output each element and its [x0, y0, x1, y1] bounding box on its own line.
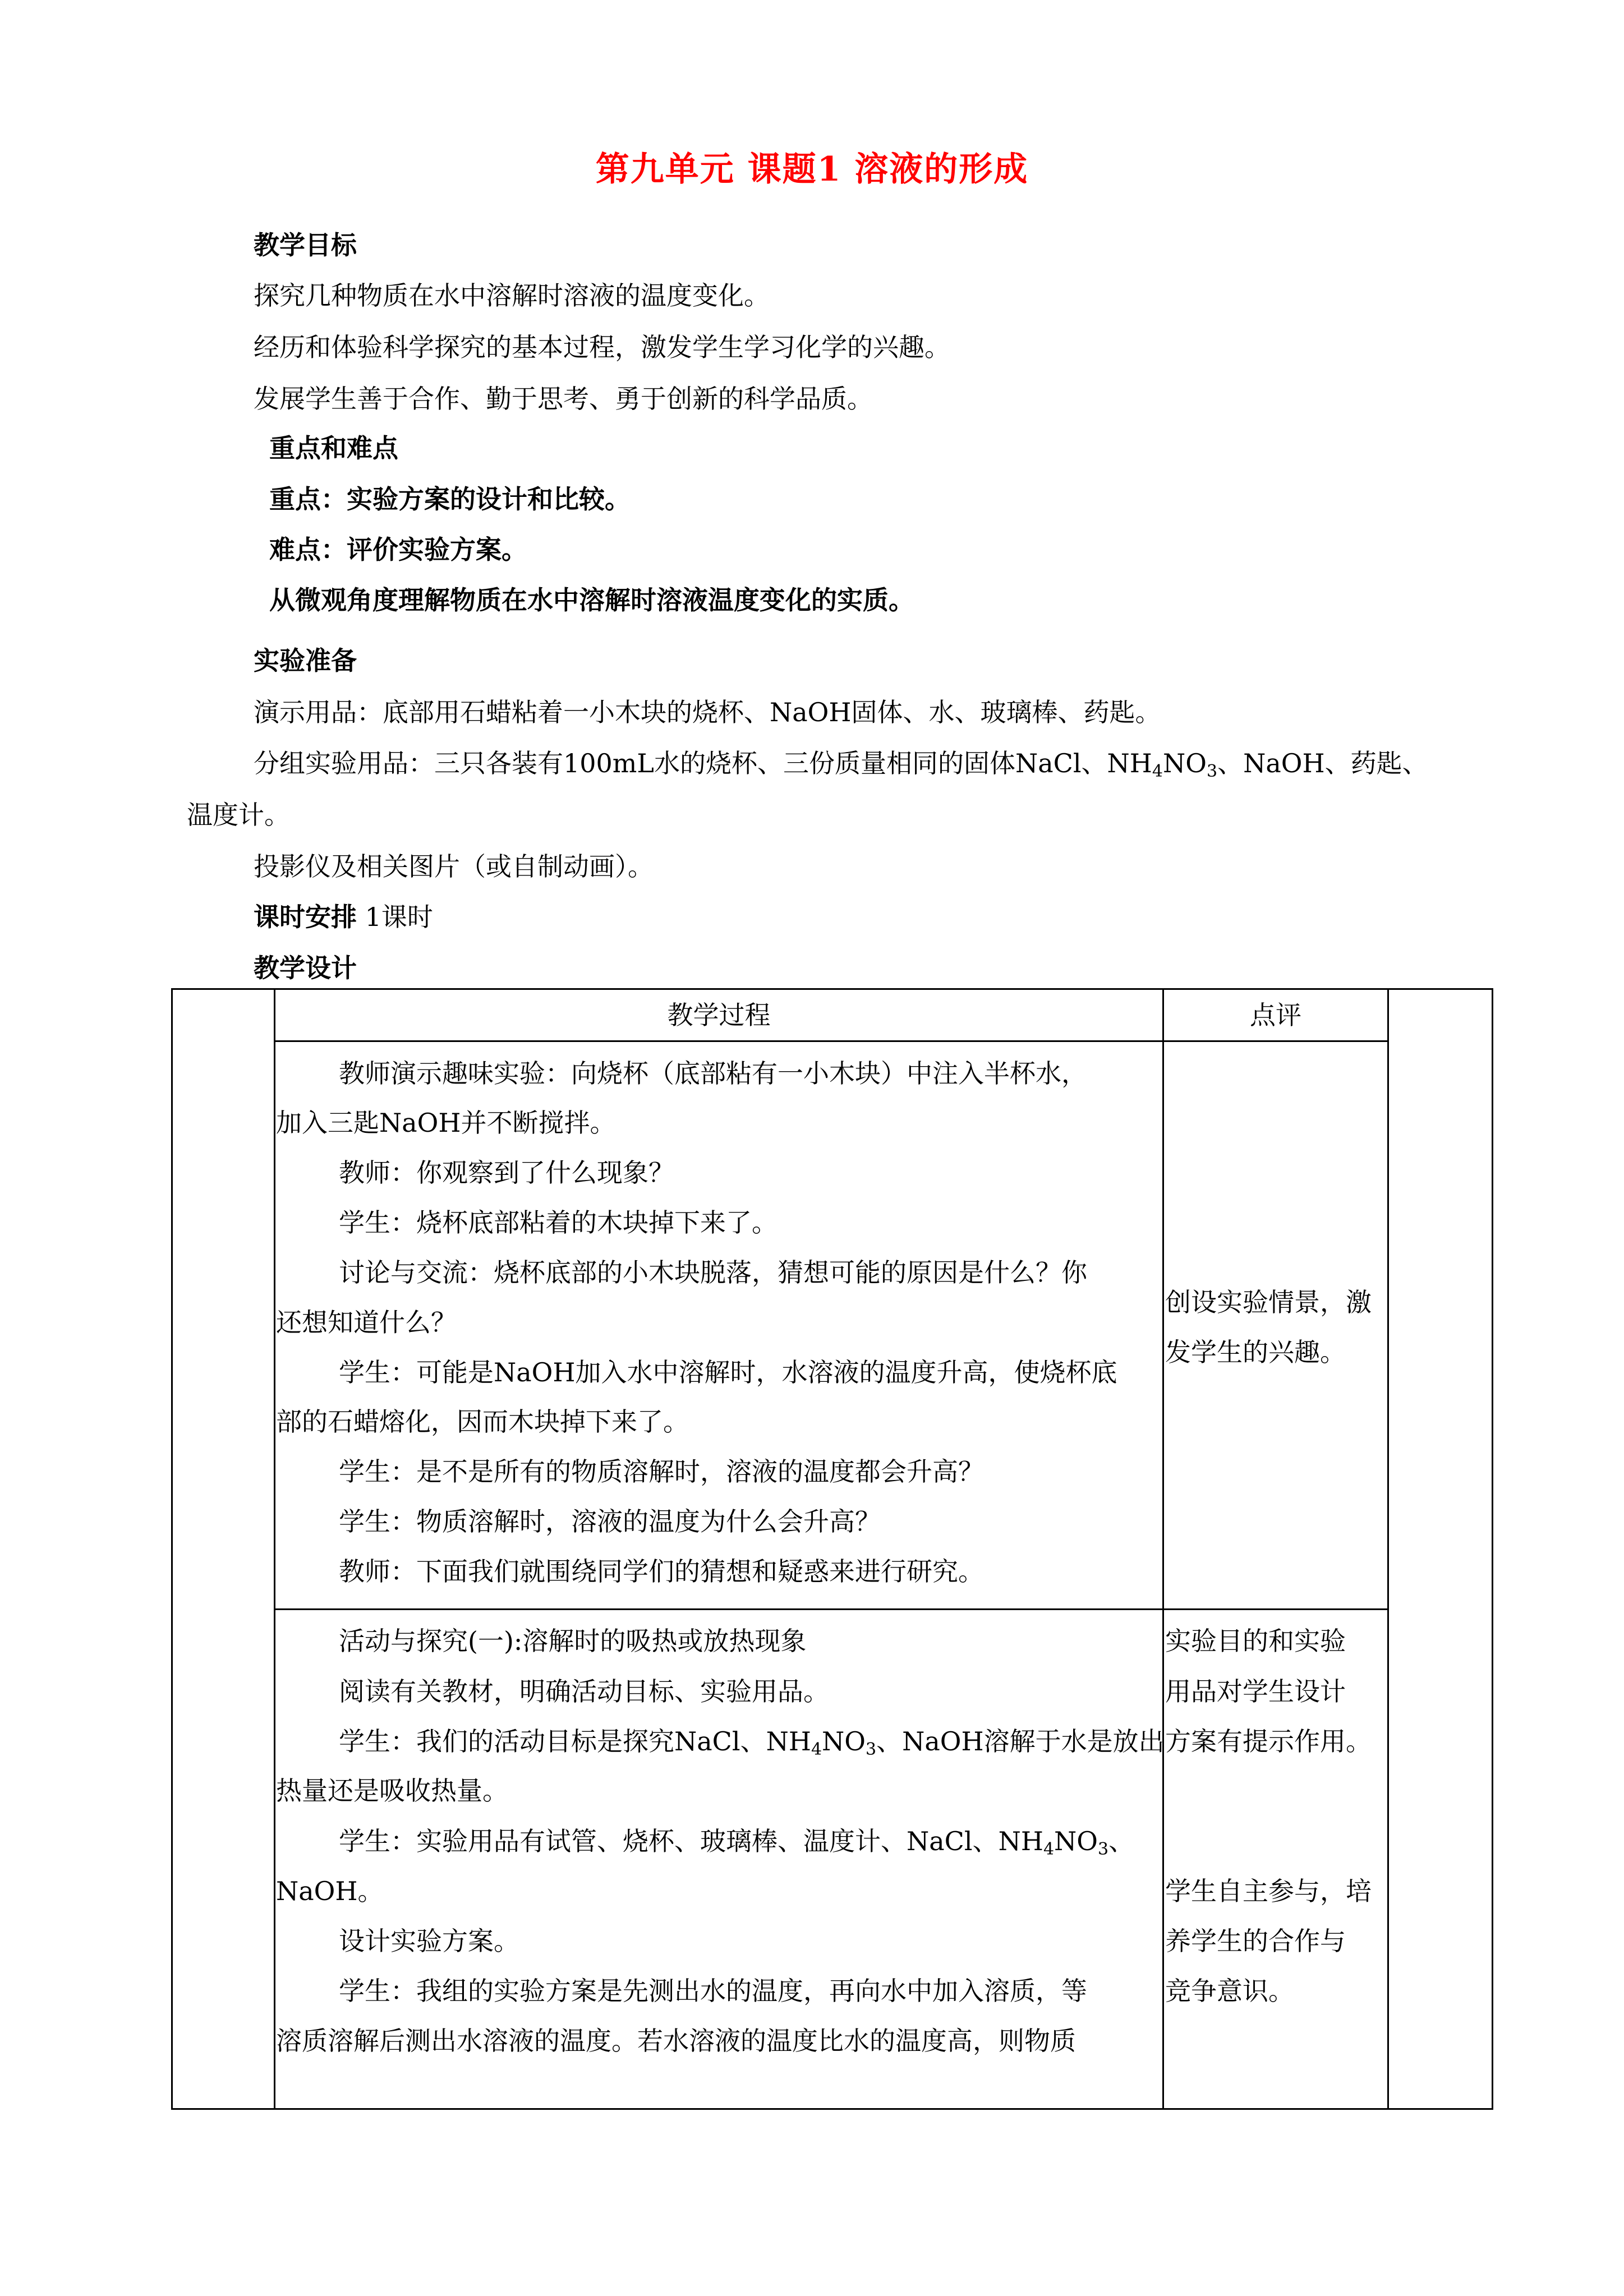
row1-line: 教师演示趣味实验：向烧杯（底部粘有一小木块）中注入半杯水， — [339, 1058, 1087, 1089]
row2-line: 溶质溶解后测出水溶液的温度。若水溶液的温度比水的温度高，则物质 — [276, 2026, 1076, 2056]
design-heading: 教学设计 — [254, 953, 357, 983]
row1-comment: 创设实验情景，激 — [1165, 1287, 1372, 1317]
prep-demo: 演示用品：底部用石蜡粘着一小木块的烧杯、NaOH固体、水、玻璃棒、药匙。 — [254, 697, 1161, 727]
row1-line: 教师：下面我们就围绕同学们的猜想和疑惑来进行研究。 — [339, 1556, 984, 1587]
schedule-heading: 课时安排 — [254, 902, 357, 932]
row1-bottom-border — [274, 1608, 1389, 1610]
prep-projector: 投影仪及相关图片（或自制动画）。 — [254, 851, 654, 882]
row1-line: 讨论与交流：烧杯底部的小木块脱落，猜想可能的原因是什么？你 — [339, 1257, 1087, 1288]
row1-line: 加入三匙NaOH并不断搅拌。 — [276, 1108, 616, 1138]
objective-item: 探究几种物质在水中溶解时溶液的温度变化。 — [254, 280, 770, 311]
inner-table-left-border — [274, 988, 275, 2108]
row2-comment: 用品对学生设计 — [1165, 1676, 1346, 1707]
row2-line: NaOH。 — [276, 1876, 384, 1906]
row1-line: 教师：你观察到了什么现象？ — [339, 1158, 674, 1188]
keypoints-heading: 重点和难点 — [269, 433, 398, 463]
row2-comment: 实验目的和实验 — [1165, 1626, 1346, 1656]
prep-group-line2: 温度计。 — [187, 800, 290, 830]
column-header-process: 教学过程 — [667, 1000, 771, 1030]
column-header-comment: 点评 — [1250, 1000, 1301, 1030]
objectives-heading: 教学目标 — [254, 230, 357, 260]
objective-item: 经历和体验科学探究的基本过程，激发学生学习化学的兴趣。 — [254, 332, 950, 362]
row2-line: 设计实验方案。 — [339, 1926, 519, 1956]
row1-line: 学生：物质溶解时，溶液的温度为什么会升高？ — [339, 1506, 881, 1537]
row1-line: 学生：可能是NaOH加入水中溶解时，水溶液的温度升高，使烧杯底 — [339, 1357, 1117, 1387]
row2-line: 阅读有关教材，明确活动目标、实验用品。 — [339, 1676, 829, 1707]
header-row-border — [274, 1040, 1389, 1042]
row2-comment: 养学生的合作与 — [1165, 1926, 1346, 1956]
row2-comment: 学生自主参与，培 — [1165, 1876, 1372, 1906]
row2-comment: 竞争意识。 — [1165, 1976, 1294, 2006]
row1-line: 学生：是不是所有的物质溶解时，溶液的温度都会升高？ — [339, 1456, 984, 1487]
inner-table-right-border — [1387, 988, 1389, 2108]
row1-line: 学生：烧杯底部粘着的木块掉下来了。 — [339, 1207, 778, 1238]
inner-table-divider — [1162, 988, 1164, 2108]
row2-line: 学生：我们的活动目标是探究NaCl、$NH_4NO_3$、NaOH溶解于水是放出 — [339, 1726, 1165, 1759]
row2-line: 活动与探究(一):溶解时的吸热或放热现象 — [339, 1626, 807, 1656]
row1-comment: 发学生的兴趣。 — [1165, 1337, 1346, 1367]
prep-group-line1: 分组实验用品：三只各装有100mL水的烧杯、三份质量相同的固体NaCl、$NH_4NO_3$、NaOH、药匙、 — [254, 748, 1428, 781]
row1-line: 部的石蜡熔化，因而木块掉下来了。 — [276, 1407, 689, 1437]
row2-comment: 方案有提示作用。 — [1165, 1726, 1372, 1756]
row2-line: 学生：实验用品有试管、烧杯、玻璃棒、温度计、NaCl、$NH_4NO_3$、 — [339, 1826, 1135, 1859]
row2-line: 学生：我组的实验方案是先测出水的温度，再向水中加入溶质，等 — [339, 1976, 1087, 2006]
page-title: 第九单元 课题1 溶液的形成 — [595, 150, 1029, 189]
keypoint-item: 重点：实验方案的设计和比较。 — [269, 484, 631, 514]
keypoint-item: 从微观角度理解物质在水中溶解时溶液温度变化的实质。 — [269, 585, 914, 615]
schedule-value: 1课时 — [365, 902, 433, 932]
row2-line: 热量还是吸收热量。 — [276, 1776, 508, 1806]
row1-line: 还想知道什么？ — [276, 1307, 457, 1338]
keypoint-item: 难点：评价实验方案。 — [269, 534, 527, 565]
schedule — [254, 900, 433, 934]
prep-heading: 实验准备 — [254, 646, 357, 676]
objective-item: 发展学生善于合作、勤于思考、勇于创新的科学品质。 — [254, 384, 873, 414]
